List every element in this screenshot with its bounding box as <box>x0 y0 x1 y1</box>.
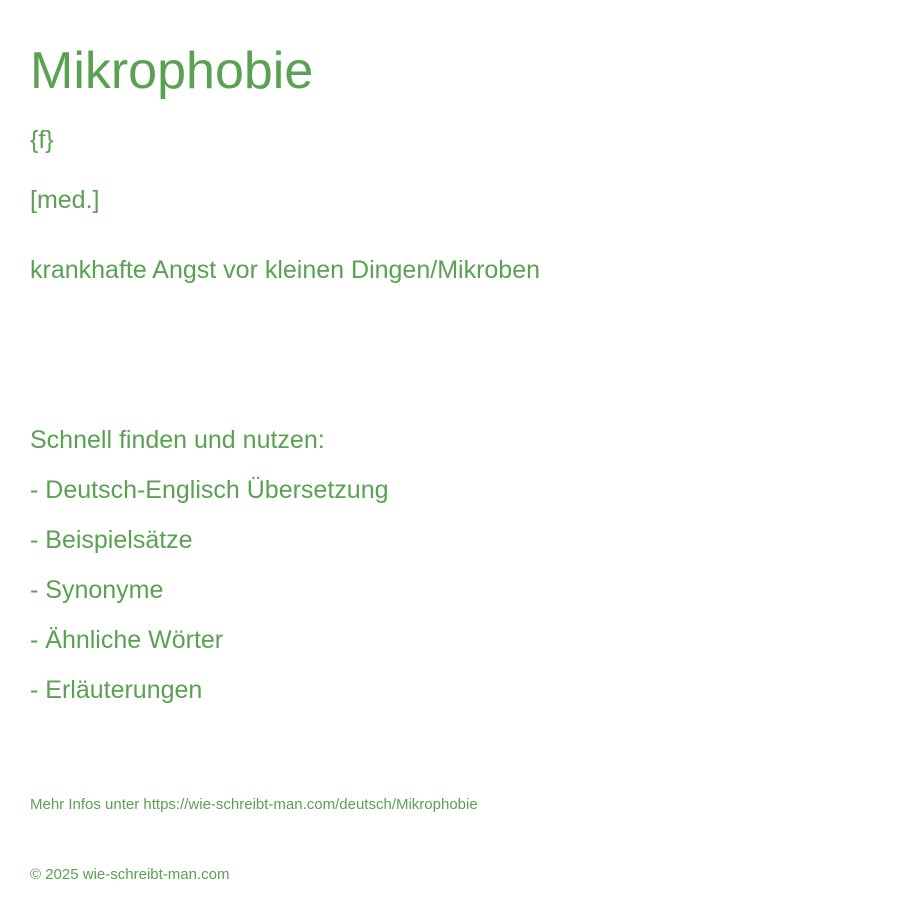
subject-field-tag: [med.] <box>30 186 100 214</box>
page-title: Mikrophobie <box>30 42 314 100</box>
grammatical-gender: {f} <box>30 126 54 154</box>
feature-item-synonyms: - Synonyme <box>30 576 164 604</box>
features-heading: Schnell finden und nutzen: <box>30 426 325 454</box>
definition-text: krankhafte Angst vor kleinen Dingen/Mikroben <box>30 256 541 284</box>
feature-item-example-sentences: - Beispielsätze <box>30 526 193 554</box>
more-info-link: Mehr Infos unter https://wie-schreibt-man.com/deutsch/Mikrophobie <box>30 796 478 813</box>
copyright-notice: © 2025 wie-schreibt-man.com <box>30 866 230 883</box>
feature-item-explanations: - Erläuterungen <box>30 676 203 704</box>
feature-item-similar-words: - Ähnliche Wörter <box>30 626 224 654</box>
feature-item-translation: - Deutsch-Englisch Übersetzung <box>30 476 389 504</box>
